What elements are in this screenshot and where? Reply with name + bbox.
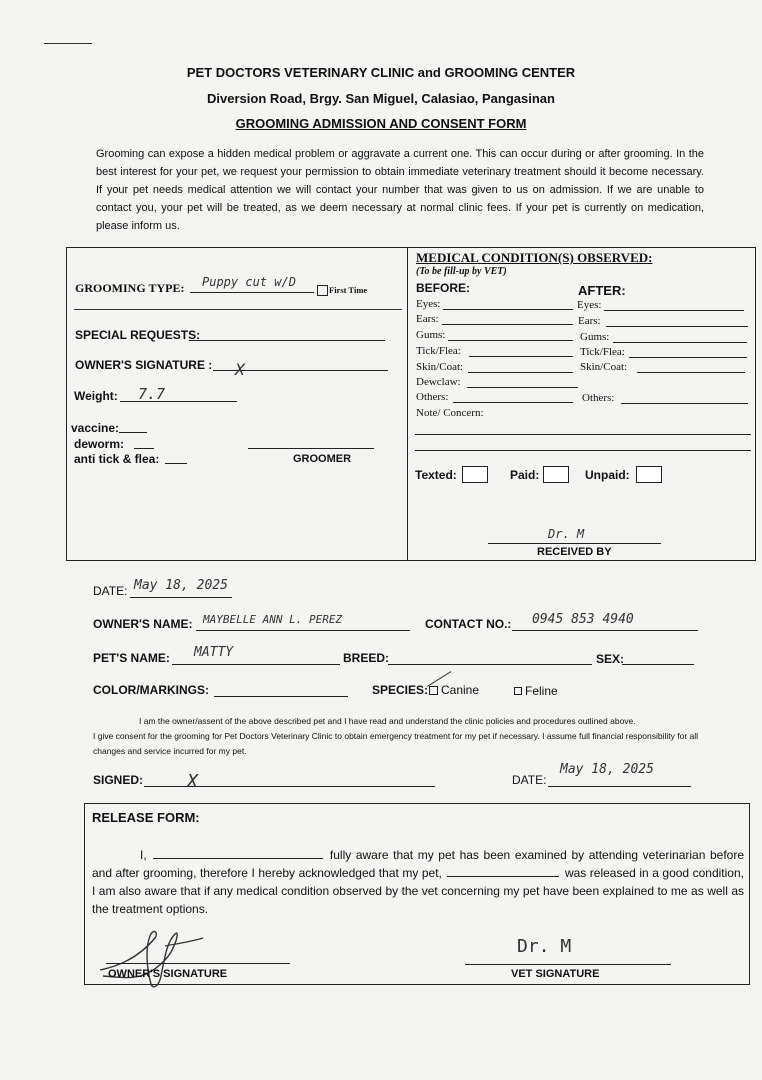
date-line[interactable] <box>130 597 232 598</box>
breed-label: BREED: <box>343 651 390 665</box>
date2-label: DATE: <box>512 773 547 787</box>
texted-label: Texted: <box>415 468 457 482</box>
canine-label: Canine <box>441 683 480 697</box>
pet-name-value: MATTY <box>194 645 234 660</box>
release-text-1: fully aware that my pet has been examined by attending veterinarian before and after grooming, therefore I hereby acknowledged that my pet, <box>92 848 745 880</box>
before-ears-label: Ears: <box>416 313 439 325</box>
groomer-label: GROOMER <box>293 453 352 465</box>
after-ears-line[interactable] <box>606 326 748 327</box>
received-by-label: RECEIVED BY <box>537 546 612 558</box>
vet-signature-label: VET SIGNATURE <box>511 968 600 980</box>
note-line-1[interactable] <box>415 434 751 435</box>
received-by-signature: Dr. M <box>548 527 585 541</box>
clinic-address: Diversion Road, Brgy. San Miguel, Calasiao, Pangasinan <box>207 91 555 106</box>
date-value: May 18, 2025 <box>134 578 228 593</box>
consent-line-2: I give consent for the grooming for Pet Doctors Veterinary Clinic to obtain emergency treatment for my pet if necessary. I assume full financial responsibility for all changes and service incurred for my pet. <box>93 731 699 756</box>
note-line-2[interactable] <box>415 450 751 451</box>
unpaid-checkbox[interactable] <box>636 466 662 483</box>
sex-line[interactable] <box>622 664 694 665</box>
contact-label: CONTACT NO.: <box>425 617 512 631</box>
owner-name-value: MAYBELLE ANN L. PEREZ <box>203 613 343 626</box>
medical-subtitle: (To be fill-up by VET) <box>416 266 507 277</box>
before-dewclaw-line[interactable] <box>467 387 578 388</box>
special-requests-label: SPECIAL REQUESTS: <box>75 328 201 342</box>
weight-value: 7.7 <box>138 385 166 403</box>
color-markings-label: COLOR/MARKINGS: <box>93 683 209 697</box>
after-eyes-line[interactable] <box>604 310 744 311</box>
vaccine-line[interactable] <box>119 432 147 433</box>
feline-label: Feline <box>525 684 558 698</box>
release-text-2: was released in a good condition, I am also aware that if any medical condition observed by the vet concerning my pet have been explained to me as well as the treatment options. <box>92 866 744 916</box>
before-eyes-line[interactable] <box>443 309 573 310</box>
box-divider <box>407 248 408 560</box>
special-requests-line[interactable] <box>189 340 385 341</box>
pet-name-line[interactable] <box>172 664 340 665</box>
after-gums-label: Gums: <box>580 331 610 343</box>
species-label: SPECIES: <box>372 683 429 697</box>
top-dash <box>44 43 92 44</box>
release-name-line[interactable] <box>153 858 323 859</box>
vet-signature-mark: Dr. M <box>517 936 572 957</box>
after-gums-line[interactable] <box>613 342 747 343</box>
release-pet-line[interactable] <box>447 876 559 877</box>
grooming-type-label: GROOMING TYPE: <box>75 281 185 295</box>
paid-checkbox[interactable] <box>543 466 569 483</box>
after-eyes-label: Eyes: <box>577 299 602 311</box>
vaccine-label: vaccine: <box>71 421 120 435</box>
before-others-label: Others: <box>416 391 449 403</box>
before-dewclaw-label: Dewclaw: <box>416 376 461 388</box>
after-tick-line[interactable] <box>629 357 747 358</box>
owner-signature-label: OWNER'S SIGNATURE : <box>75 358 213 372</box>
before-others-line[interactable] <box>453 402 573 403</box>
weight-label: Weight: <box>74 389 118 403</box>
texted-checkbox[interactable] <box>462 466 488 483</box>
form-title: GROOMING ADMISSION AND CONSENT FORM <box>235 116 527 131</box>
unpaid-label: Unpaid: <box>585 468 630 482</box>
deworm-label: deworm: <box>74 437 125 451</box>
first-time-label: First Time <box>329 285 368 295</box>
anti-tick-line[interactable] <box>165 463 187 464</box>
intro-paragraph: Grooming can expose a hidden medical problem or aggravate a current one. This can occur during or after grooming. In the best interest for your pet, we request your permission to obtain immediate veterinary treatment should it become necessary. If your pet needs medical attention we will contact your number that was given to us on admission. If we are unable to contact you, your pet will be treated, as we deem necessary at normal clinic fees. If your pet is currently on medication, please inform us. <box>96 148 704 232</box>
color-markings-line[interactable] <box>214 696 348 697</box>
paid-label: Paid: <box>510 468 540 482</box>
anti-tick-label: anti tick & flea: <box>74 452 160 466</box>
before-skin-label: Skin/Coat: <box>416 361 464 373</box>
before-gums-line[interactable] <box>448 340 573 341</box>
before-gums-label: Gums: <box>416 329 446 341</box>
date2-line[interactable] <box>548 786 691 787</box>
release-i: I, <box>140 848 147 862</box>
breed-line[interactable] <box>388 664 592 665</box>
date2-value: May 18, 2025 <box>560 762 654 777</box>
feline-checkbox[interactable] <box>514 687 522 695</box>
signed-mark: X <box>187 771 198 792</box>
contact-value: 0945 853 4940 <box>532 612 634 627</box>
owner-name-line[interactable] <box>196 630 410 631</box>
release-title: RELEASE FORM: <box>92 810 200 825</box>
before-tick-line[interactable] <box>469 356 573 357</box>
after-ears-label: Ears: <box>578 315 601 327</box>
sex-label: SEX: <box>596 652 625 666</box>
owner-signature-scribble <box>95 926 210 992</box>
consent-line-1: I am the owner/assent of the above described pet and I have read and understand the clinic policies and procedures outlined above. <box>139 716 636 726</box>
medical-title: MEDICAL CONDITION(S) OBSERVED: <box>416 250 653 265</box>
groomer-line[interactable] <box>248 448 374 449</box>
grooming-type-underline-2 <box>74 309 402 310</box>
pet-name-label: PET'S NAME: <box>93 651 170 665</box>
owner-signature-mark: X <box>235 360 245 379</box>
owner-signature-line-release[interactable] <box>106 963 290 964</box>
release-paragraph <box>92 846 744 918</box>
date-label: DATE: <box>93 584 128 598</box>
deworm-line[interactable] <box>134 448 154 449</box>
owner-name-label: OWNER'S NAME: <box>93 617 193 631</box>
before-label: BEFORE: <box>416 281 470 295</box>
after-others-line[interactable] <box>621 403 748 404</box>
before-skin-line[interactable] <box>468 372 573 373</box>
clinic-name: PET DOCTORS VETERINARY CLINIC and GROOMING CENTER <box>186 65 576 80</box>
received-by-line[interactable] <box>488 543 661 544</box>
release-owner-signature-label: OWNER'S SIGNATURE <box>108 968 228 980</box>
vet-signature-line[interactable] <box>465 964 671 965</box>
before-tick-label: Tick/Flea: <box>416 345 461 357</box>
first-time-checkbox[interactable] <box>317 285 328 296</box>
after-label: AFTER: <box>578 283 626 298</box>
after-skin-label: Skin/Coat: <box>580 361 628 373</box>
contact-line[interactable] <box>512 630 698 631</box>
before-eyes-label: Eyes: <box>416 298 441 310</box>
after-others-label: Others: <box>582 392 615 404</box>
signed-label: SIGNED: <box>93 773 144 787</box>
note-concern-label: Note/ Concern: <box>416 407 484 419</box>
grooming-type-value: Puppy cut w/D <box>202 275 296 289</box>
after-tick-label: Tick/Flea: <box>580 346 625 358</box>
after-skin-line[interactable] <box>637 372 745 373</box>
before-ears-line[interactable] <box>442 324 573 325</box>
grooming-type-line[interactable] <box>190 292 314 293</box>
